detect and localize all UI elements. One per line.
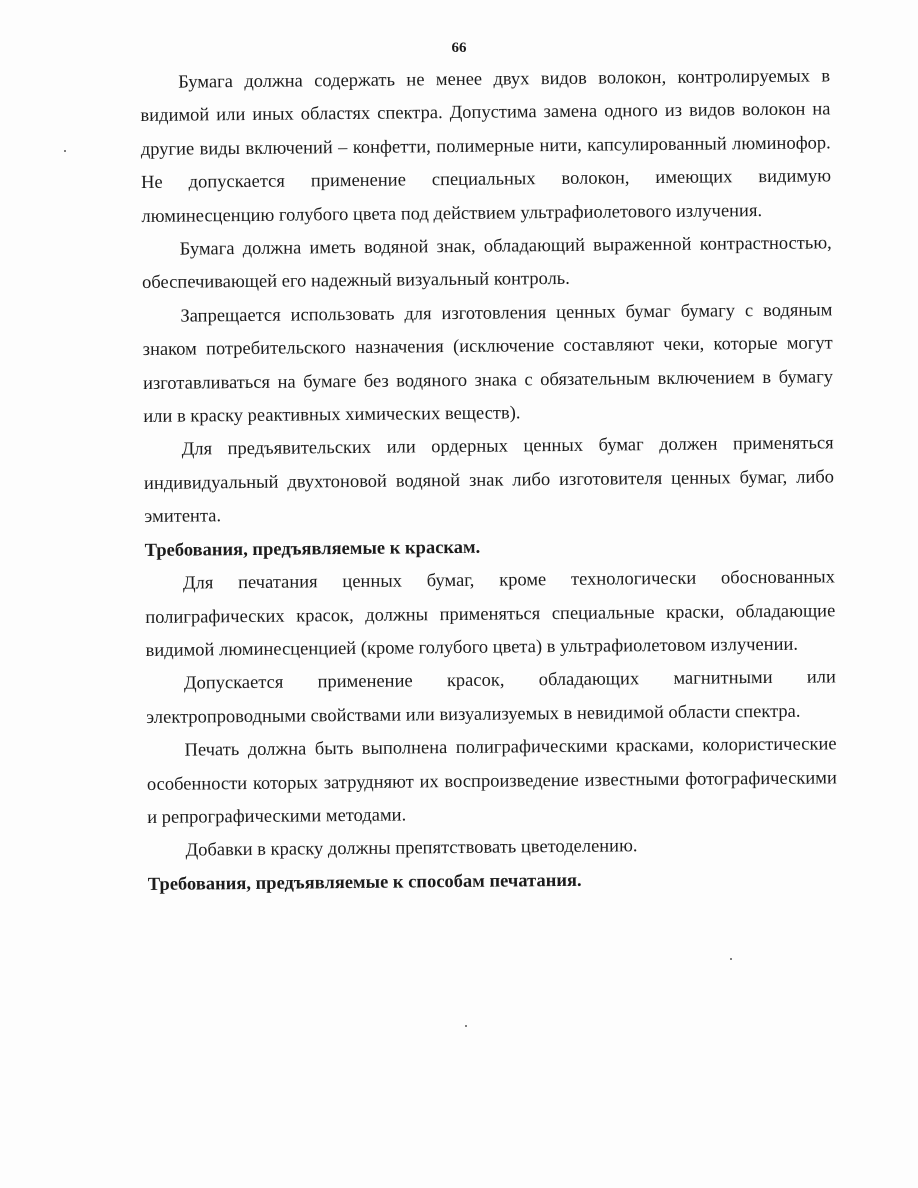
scan-speck xyxy=(465,1025,467,1027)
heading-printing-requirements: Требования, предъявляемые к способам печатания. xyxy=(147,870,582,895)
scan-speck xyxy=(64,150,66,152)
document-body xyxy=(140,60,838,902)
paragraph-watermark: Бумага должна иметь водяной знак, обладающий выраженной контрастностью, обеспечивающей его надежный визуальный контроль. xyxy=(141,233,832,294)
paragraph-special-inks: Для печатания ценных бумаг, кроме технологически обоснованных полиграфических красок, должны применяться специальные краски, обладающие видимой люминесценцией (кроме голубого цвета) в ультрафиолетовом излучении. xyxy=(145,567,836,661)
scan-speck xyxy=(730,958,732,960)
paragraph-color-features: Печать должна быть выполнена полиграфическими красками, колористические особенности которых затрудняют их воспроизведение известными фотографическими и репрографическими методами. xyxy=(146,734,837,828)
paragraph-bearer-securities: Для предъявительских или ордерных ценных бумаг должен применяться индивидуальный двухтоновой водяной знак либо изготовителя ценных бумаг, либо эмитента. xyxy=(143,433,835,528)
paragraph-consumer-watermark: Запрещается использовать для изготовления ценных бумаг бумагу с водяным знаком потребительского назначения (исключение составляют чеки, которые могут изготавливаться на бумаге без водяного знака с обязательным включением в бумагу или в краску реактивных химических веществ). xyxy=(142,300,834,428)
paragraph-fibers: Бумага должна содержать не менее двух видов волокон, контролируемых в видимой или иных областях спектра. Допустима замена одного из видов волокон на другие виды включений – конфетти, полимерные нити, капсулированный люминофор. Не допускается применение специальных волокон, имеющих видимую люминесценцию голубого цвета под действием ультрафиолетового излучения. xyxy=(140,66,832,227)
paragraph-additives: Добавки в краску должны препятствовать цветоделению. xyxy=(185,836,638,861)
page-number: 66 xyxy=(451,40,467,56)
heading-ink-requirements: Требования, предъявляемые к краскам. xyxy=(144,537,481,561)
paragraph-magnetic-inks: Допускается применение красок, обладающих магнитными или электропроводными свойствами или визуализуемых в невидимой области спектра. xyxy=(146,667,836,728)
